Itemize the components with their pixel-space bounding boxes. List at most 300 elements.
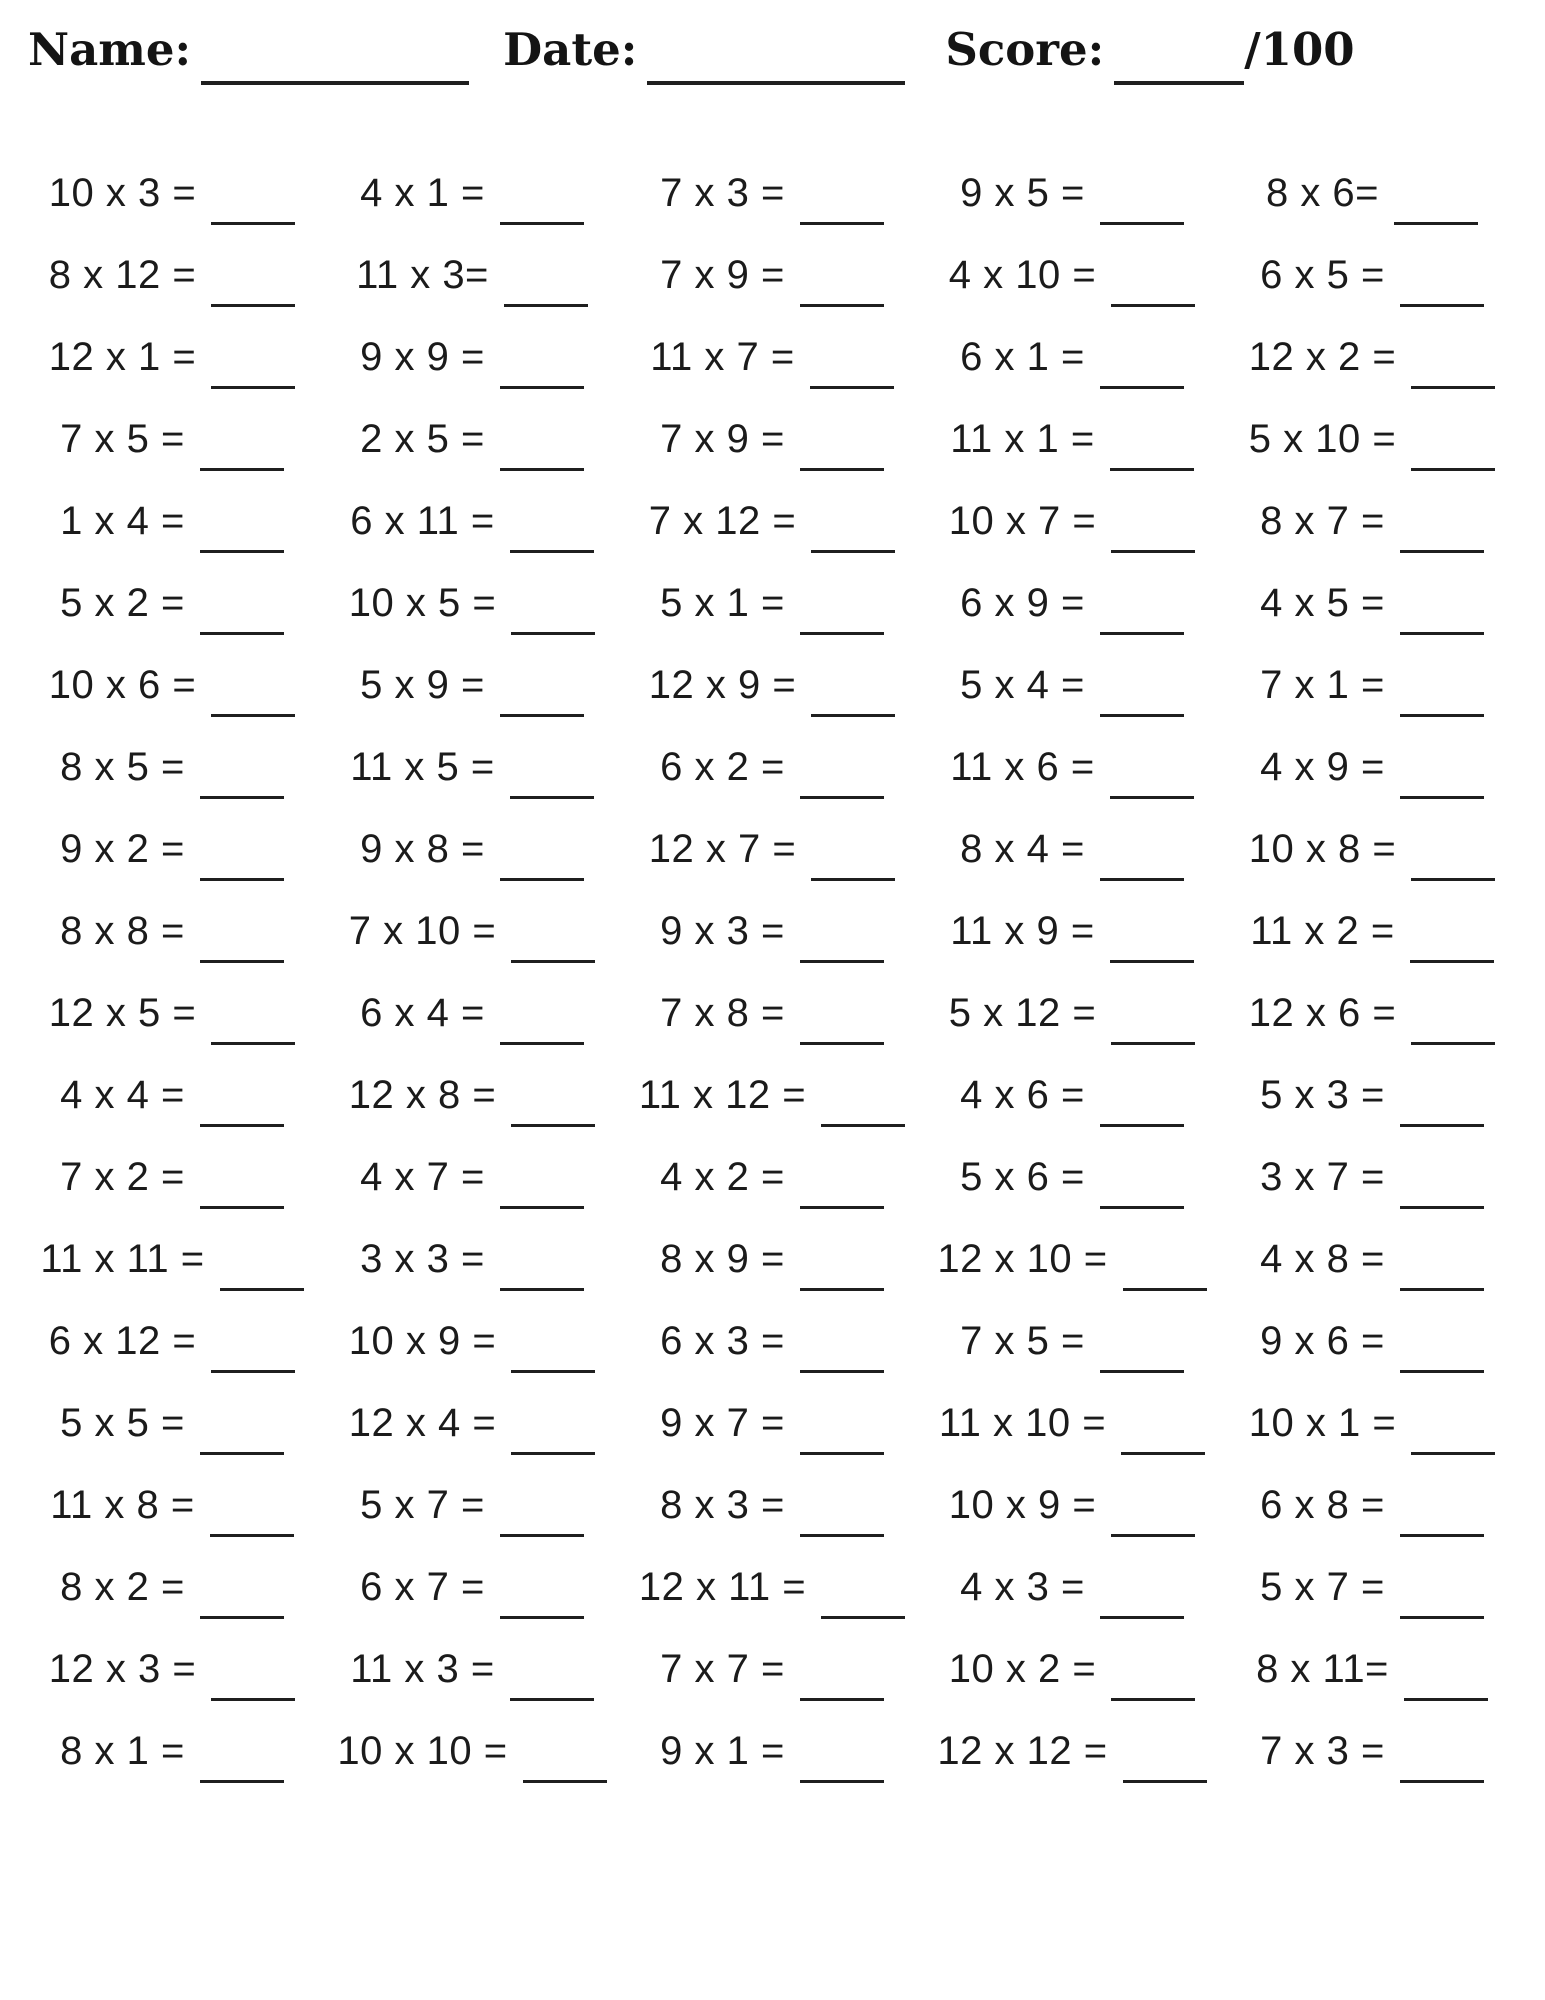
problem-r9-c5 [1222, 808, 1522, 890]
answer-blank[interactable] [200, 434, 284, 471]
problem-r3-c2 [322, 316, 622, 398]
answer-blank[interactable] [1400, 1500, 1484, 1537]
problem-text: 12 x 9 = [648, 662, 797, 707]
problem-text: 5 x 6 = [960, 1154, 1085, 1199]
answer-blank[interactable] [800, 188, 884, 225]
answer-blank[interactable] [1411, 844, 1495, 881]
problem-text: 10 x 7 = [948, 498, 1097, 543]
problem-text: 11 x 7 = [650, 334, 795, 379]
answer-blank[interactable] [500, 1172, 584, 1209]
problem-r19-c2 [322, 1628, 622, 1710]
answer-blank[interactable] [1110, 434, 1194, 471]
answer-blank[interactable] [1123, 1254, 1207, 1291]
problem-text: 12 x 3 = [48, 1646, 197, 1691]
problem-text: 5 x 9 = [360, 662, 485, 707]
problem-text: 12 x 7 = [648, 826, 797, 871]
problem-text: 7 x 9 = [660, 252, 785, 297]
problem-text: 8 x 12 = [48, 252, 197, 297]
answer-blank[interactable] [1100, 598, 1184, 635]
problem-r19-c5 [1222, 1628, 1522, 1710]
problem-text: 8 x 3 = [660, 1482, 785, 1527]
problem-text: 10 x 5 = [348, 580, 497, 625]
problem-r8-c1 [22, 726, 322, 808]
answer-blank[interactable] [811, 516, 895, 553]
answer-blank[interactable] [1400, 1254, 1484, 1291]
problem-text: 10 x 2 = [948, 1646, 1097, 1691]
problem-r2-c3 [622, 234, 922, 316]
answer-blank[interactable] [1111, 270, 1195, 307]
answer-blank[interactable] [500, 680, 584, 717]
problem-text: 12 x 12 = [937, 1728, 1108, 1773]
answer-blank[interactable] [810, 352, 894, 389]
answer-blank[interactable] [1400, 598, 1484, 635]
problem-r10-c2 [322, 890, 622, 972]
problem-r20-c5 [1222, 1710, 1522, 1792]
answer-blank[interactable] [200, 844, 284, 881]
score-denominator: /100 [1244, 23, 1355, 76]
problem-r18-c4 [922, 1546, 1222, 1628]
problem-text: 8 x 7 = [1260, 498, 1385, 543]
problem-r16-c2 [322, 1382, 622, 1464]
problem-text: 10 x 8 = [1248, 826, 1397, 871]
answer-blank[interactable] [821, 1582, 905, 1619]
answer-blank[interactable] [500, 844, 584, 881]
problem-text: 6 x 12 = [48, 1318, 197, 1363]
problem-r13-c5 [1222, 1136, 1522, 1218]
problem-r1-c3 [622, 152, 922, 234]
answer-blank[interactable] [1100, 680, 1184, 717]
problem-r6-c4 [922, 562, 1222, 644]
problem-text: 4 x 4 = [60, 1072, 185, 1117]
problem-text: 5 x 2 = [60, 580, 185, 625]
answer-blank[interactable] [1400, 1582, 1484, 1619]
answer-blank[interactable] [500, 188, 584, 225]
problem-text: 4 x 9 = [1260, 744, 1385, 789]
answer-blank[interactable] [800, 434, 884, 471]
problem-r11-c4 [922, 972, 1222, 1054]
problem-text: 9 x 2 = [60, 826, 185, 871]
answer-blank[interactable] [1123, 1746, 1207, 1783]
problem-r8-c5 [1222, 726, 1522, 808]
problem-r16-c3 [622, 1382, 922, 1464]
answer-blank[interactable] [510, 1664, 594, 1701]
answer-blank[interactable] [211, 188, 295, 225]
problem-text: 4 x 6 = [960, 1072, 1085, 1117]
problem-r18-c2 [322, 1546, 622, 1628]
problem-r5-c1 [22, 480, 322, 562]
problem-r12-c2 [322, 1054, 622, 1136]
problem-text: 11 x 6 = [950, 744, 1095, 789]
problem-r3-c1 [22, 316, 322, 398]
problem-text: 6 x 1 = [960, 334, 1085, 379]
problem-r1-c5 [1222, 152, 1522, 234]
problem-r17-c1 [22, 1464, 322, 1546]
answer-blank[interactable] [800, 1336, 884, 1373]
problem-text: 11 x 12 = [638, 1072, 807, 1117]
problem-r2-c2 [322, 234, 622, 316]
problem-text: 6 x 5 = [1260, 252, 1385, 297]
answer-blank[interactable] [1411, 434, 1495, 471]
problem-r12-c4 [922, 1054, 1222, 1136]
answer-blank[interactable] [511, 926, 595, 963]
answer-blank[interactable] [1400, 680, 1484, 717]
problem-r7-c4 [922, 644, 1222, 726]
problem-r8-c2 [322, 726, 622, 808]
answer-blank[interactable] [1400, 1090, 1484, 1127]
problem-text: 7 x 12 = [648, 498, 797, 543]
answer-blank[interactable] [800, 270, 884, 307]
answer-blank[interactable] [211, 1336, 295, 1373]
problem-text: 4 x 10 = [948, 252, 1097, 297]
problem-text: 7 x 5 = [960, 1318, 1085, 1363]
problem-r20-c4 [922, 1710, 1222, 1792]
problem-r5-c4 [922, 480, 1222, 562]
header [28, 24, 1355, 76]
answer-blank[interactable] [1111, 1664, 1195, 1701]
date-label: Date: [503, 23, 638, 76]
answer-blank[interactable] [800, 1500, 884, 1537]
problem-r9-c4 [922, 808, 1222, 890]
problem-r17-c4 [922, 1464, 1222, 1546]
answer-blank[interactable] [821, 1090, 905, 1127]
answer-blank[interactable] [200, 516, 284, 553]
problem-r6-c3 [622, 562, 922, 644]
problem-r2-c1 [22, 234, 322, 316]
answer-blank[interactable] [200, 926, 284, 963]
problem-r11-c2 [322, 972, 622, 1054]
answer-blank[interactable] [1100, 1172, 1184, 1209]
problem-text: 3 x 3 = [360, 1236, 485, 1281]
problem-text: 7 x 5 = [60, 416, 185, 461]
problem-text: 8 x 2 = [60, 1564, 185, 1609]
problem-text: 6 x 3 = [660, 1318, 785, 1363]
problem-text: 8 x 1 = [60, 1728, 185, 1773]
problem-r7-c5 [1222, 644, 1522, 726]
problem-r15-c5 [1222, 1300, 1522, 1382]
problem-text: 6 x 9 = [960, 580, 1085, 625]
answer-blank[interactable] [523, 1746, 607, 1783]
answer-blank[interactable] [200, 1418, 284, 1455]
problems-grid [22, 152, 1522, 1792]
problem-text: 6 x 7 = [360, 1564, 485, 1609]
answer-blank[interactable] [1100, 352, 1184, 389]
problem-text: 10 x 10 = [337, 1728, 508, 1773]
answer-blank[interactable] [510, 762, 594, 799]
problem-r6-c1 [22, 562, 322, 644]
problem-r16-c4 [922, 1382, 1222, 1464]
problem-r4-c5 [1222, 398, 1522, 480]
answer-blank[interactable] [1100, 1582, 1184, 1619]
problem-r10-c3 [622, 890, 922, 972]
answer-blank[interactable] [800, 926, 884, 963]
problem-text: 5 x 4 = [960, 662, 1085, 707]
problem-r19-c1 [22, 1628, 322, 1710]
problem-r12-c1 [22, 1054, 322, 1136]
problem-r6-c2 [322, 562, 622, 644]
answer-blank[interactable] [500, 434, 584, 471]
answer-blank[interactable] [1400, 1336, 1484, 1373]
answer-blank[interactable] [500, 1582, 584, 1619]
problem-r2-c4 [922, 234, 1222, 316]
answer-blank[interactable] [200, 1172, 284, 1209]
problem-text: 5 x 7 = [1260, 1564, 1385, 1609]
answer-blank[interactable] [1411, 1418, 1495, 1455]
answer-blank[interactable] [211, 1008, 295, 1045]
problem-text: 10 x 6 = [48, 662, 197, 707]
answer-blank[interactable] [200, 1090, 284, 1127]
date-blank-line[interactable] [647, 41, 905, 85]
answer-blank[interactable] [504, 270, 588, 307]
problem-r10-c1 [22, 890, 322, 972]
score-label: Score: [945, 23, 1105, 76]
problem-r20-c3 [622, 1710, 922, 1792]
problem-r2-c5 [1222, 234, 1522, 316]
answer-blank[interactable] [800, 1008, 884, 1045]
problem-r10-c4 [922, 890, 1222, 972]
answer-blank[interactable] [800, 1418, 884, 1455]
answer-blank[interactable] [1411, 1008, 1495, 1045]
answer-blank[interactable] [200, 1582, 284, 1619]
problem-text: 12 x 1 = [48, 334, 197, 379]
problem-text: 8 x 6= [1265, 170, 1380, 215]
answer-blank[interactable] [1400, 516, 1484, 553]
answer-blank[interactable] [800, 1254, 884, 1291]
problem-text: 5 x 7 = [360, 1482, 485, 1527]
answer-blank[interactable] [800, 598, 884, 635]
problem-r7-c3 [622, 644, 922, 726]
answer-blank[interactable] [511, 598, 595, 635]
problem-text: 12 x 8 = [348, 1072, 497, 1117]
answer-blank[interactable] [1400, 270, 1484, 307]
problem-text: 8 x 5 = [60, 744, 185, 789]
problem-text: 7 x 7 = [660, 1646, 785, 1691]
answer-blank[interactable] [511, 1090, 595, 1127]
problem-r1-c1 [22, 152, 322, 234]
problem-text: 11 x 8 = [50, 1482, 195, 1527]
problem-text: 12 x 6 = [1248, 990, 1397, 1035]
answer-blank[interactable] [200, 1746, 284, 1783]
answer-blank[interactable] [1110, 926, 1194, 963]
problem-r4-c3 [622, 398, 922, 480]
problem-text: 9 x 8 = [360, 826, 485, 871]
problem-text: 7 x 1 = [1260, 662, 1385, 707]
answer-blank[interactable] [1111, 1500, 1195, 1537]
problem-r5-c3 [622, 480, 922, 562]
answer-blank[interactable] [1100, 1090, 1184, 1127]
problem-r18-c1 [22, 1546, 322, 1628]
problem-text: 4 x 5 = [1260, 580, 1385, 625]
answer-blank[interactable] [500, 352, 584, 389]
answer-blank[interactable] [511, 1418, 595, 1455]
problem-text: 10 x 3 = [48, 170, 197, 215]
answer-blank[interactable] [1100, 844, 1184, 881]
score-blank-line[interactable] [1114, 41, 1244, 85]
answer-blank[interactable] [1111, 516, 1195, 553]
problem-r5-c5 [1222, 480, 1522, 562]
problem-text: 12 x 5 = [48, 990, 197, 1035]
problem-r7-c1 [22, 644, 322, 726]
answer-blank[interactable] [1400, 1746, 1484, 1783]
problem-text: 10 x 9 = [948, 1482, 1097, 1527]
problem-text: 4 x 2 = [660, 1154, 785, 1199]
answer-blank[interactable] [1100, 188, 1184, 225]
answer-blank[interactable] [500, 1500, 584, 1537]
problem-r13-c4 [922, 1136, 1222, 1218]
answer-blank[interactable] [200, 598, 284, 635]
problem-text: 5 x 3 = [1260, 1072, 1385, 1117]
answer-blank[interactable] [511, 1336, 595, 1373]
problem-r13-c1 [22, 1136, 322, 1218]
problem-r11-c3 [622, 972, 922, 1054]
problem-text: 6 x 4 = [360, 990, 485, 1035]
problem-r11-c5 [1222, 972, 1522, 1054]
problem-text: 10 x 1 = [1248, 1400, 1397, 1445]
problem-r4-c4 [922, 398, 1222, 480]
problem-r12-c3 [622, 1054, 922, 1136]
problem-text: 10 x 9 = [348, 1318, 497, 1363]
problem-r11-c1 [22, 972, 322, 1054]
problem-text: 12 x 10 = [937, 1236, 1108, 1281]
problem-text: 3 x 7 = [1260, 1154, 1385, 1199]
problem-r1-c4 [922, 152, 1222, 234]
problem-r8-c3 [622, 726, 922, 808]
problem-r17-c3 [622, 1464, 922, 1546]
answer-blank[interactable] [811, 844, 895, 881]
problem-r18-c5 [1222, 1546, 1522, 1628]
problem-text: 9 x 6 = [1260, 1318, 1385, 1363]
problem-text: 7 x 2 = [60, 1154, 185, 1199]
problem-r16-c1 [22, 1382, 322, 1464]
answer-blank[interactable] [211, 352, 295, 389]
problem-text: 12 x 11 = [638, 1564, 807, 1609]
problem-text: 11 x 1 = [950, 416, 1095, 461]
answer-blank[interactable] [500, 1254, 584, 1291]
problem-text: 7 x 3 = [1260, 1728, 1385, 1773]
problem-text: 7 x 10 = [348, 908, 497, 953]
problem-text: 12 x 2 = [1248, 334, 1397, 379]
problem-r14-c1 [22, 1218, 322, 1300]
problem-text: 11 x 9 = [950, 908, 1095, 953]
answer-blank[interactable] [500, 1008, 584, 1045]
problem-r20-c2 [322, 1710, 622, 1792]
problem-text: 5 x 1 = [660, 580, 785, 625]
problem-r10-c5 [1222, 890, 1522, 972]
problem-text: 9 x 7 = [660, 1400, 785, 1445]
problem-text: 9 x 9 = [360, 334, 485, 379]
problem-text: 9 x 5 = [960, 170, 1085, 215]
problem-r6-c5 [1222, 562, 1522, 644]
problem-text: 11 x 2 = [1250, 908, 1395, 953]
problem-text: 5 x 10 = [1248, 416, 1397, 461]
problem-text: 8 x 9 = [660, 1236, 785, 1281]
problem-text: 12 x 4 = [348, 1400, 497, 1445]
problem-r7-c2 [322, 644, 622, 726]
answer-blank[interactable] [1400, 762, 1484, 799]
problem-r17-c2 [322, 1464, 622, 1546]
problem-text: 6 x 2 = [660, 744, 785, 789]
problem-text: 11 x 10 = [938, 1400, 1107, 1445]
problem-text: 4 x 3 = [960, 1564, 1085, 1609]
problem-r13-c3 [622, 1136, 922, 1218]
answer-blank[interactable] [210, 1500, 294, 1537]
answer-blank[interactable] [811, 680, 895, 717]
answer-blank[interactable] [211, 270, 295, 307]
problem-text: 4 x 1 = [360, 170, 485, 215]
answer-blank[interactable] [1100, 1336, 1184, 1373]
answer-blank[interactable] [1400, 1172, 1484, 1209]
answer-blank[interactable] [800, 1664, 884, 1701]
problem-r14-c3 [622, 1218, 922, 1300]
problem-r14-c4 [922, 1218, 1222, 1300]
problem-text: 9 x 1 = [660, 1728, 785, 1773]
problem-text: 8 x 4 = [960, 826, 1085, 871]
answer-blank[interactable] [211, 680, 295, 717]
problem-r15-c2 [322, 1300, 622, 1382]
problem-r5-c2 [322, 480, 622, 562]
answer-blank[interactable] [1121, 1418, 1205, 1455]
answer-blank[interactable] [1394, 188, 1478, 225]
problem-r16-c5 [1222, 1382, 1522, 1464]
problem-text: 7 x 8 = [660, 990, 785, 1035]
problem-r13-c2 [322, 1136, 622, 1218]
answer-blank[interactable] [1110, 762, 1194, 799]
answer-blank[interactable] [211, 1664, 295, 1701]
problem-text: 11 x 3 = [350, 1646, 495, 1691]
problem-text: 5 x 12 = [948, 990, 1097, 1035]
answer-blank[interactable] [800, 1172, 884, 1209]
problem-text: 8 x 11= [1256, 1646, 1389, 1691]
answer-blank[interactable] [220, 1254, 304, 1291]
problem-r4-c1 [22, 398, 322, 480]
answer-blank[interactable] [1410, 926, 1494, 963]
problem-text: 11 x 3= [356, 252, 489, 297]
problem-r14-c2 [322, 1218, 622, 1300]
answer-blank[interactable] [800, 1746, 884, 1783]
answer-blank[interactable] [200, 762, 284, 799]
problem-text: 4 x 8 = [1260, 1236, 1385, 1281]
name-label: Name: [28, 23, 192, 76]
problem-r17-c5 [1222, 1464, 1522, 1546]
problem-r1-c2 [322, 152, 622, 234]
answer-blank[interactable] [510, 516, 594, 553]
problem-r9-c1 [22, 808, 322, 890]
problem-text: 8 x 8 = [60, 908, 185, 953]
name-blank-line[interactable] [201, 41, 469, 85]
problem-r9-c3 [622, 808, 922, 890]
answer-blank[interactable] [1111, 1008, 1195, 1045]
answer-blank[interactable] [1411, 352, 1495, 389]
problem-r20-c1 [22, 1710, 322, 1792]
problem-r3-c4 [922, 316, 1222, 398]
problem-text: 4 x 7 = [360, 1154, 485, 1199]
problem-r15-c1 [22, 1300, 322, 1382]
problem-r9-c2 [322, 808, 622, 890]
problem-text: 9 x 3 = [660, 908, 785, 953]
answer-blank[interactable] [800, 762, 884, 799]
problem-r8-c4 [922, 726, 1222, 808]
problem-r4-c2 [322, 398, 622, 480]
problem-text: 6 x 8 = [1260, 1482, 1385, 1527]
answer-blank[interactable] [1404, 1664, 1488, 1701]
problem-text: 11 x 11 = [40, 1236, 205, 1281]
problem-text: 7 x 3 = [660, 170, 785, 215]
problem-r15-c3 [622, 1300, 922, 1382]
problem-r3-c3 [622, 316, 922, 398]
problem-text: 7 x 9 = [660, 416, 785, 461]
problem-r12-c5 [1222, 1054, 1522, 1136]
problem-text: 2 x 5 = [360, 416, 485, 461]
problem-r15-c4 [922, 1300, 1222, 1382]
